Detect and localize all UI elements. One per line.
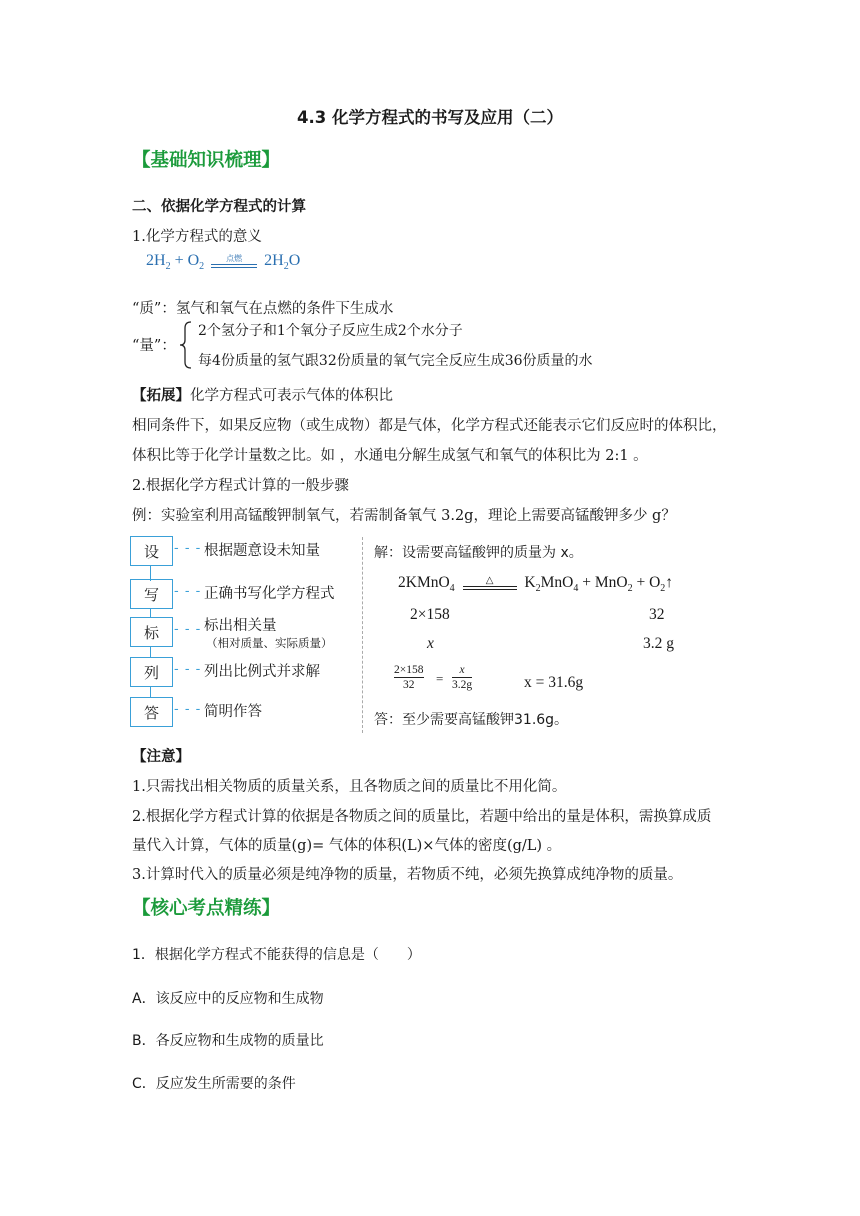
step-connector: - - - xyxy=(174,622,202,637)
step-box-write: 写 xyxy=(130,579,173,609)
step-box-list: 列 xyxy=(130,657,173,687)
extension-line-2: 体积比等于化学计量数之比。如 ，水通电分解生成氢气和氧气的体积比为 2:1 。 xyxy=(132,448,648,464)
brace-icon xyxy=(178,320,194,370)
subheading-calculation: 二、依据化学方程式的计算 xyxy=(132,199,306,215)
step-connector: - - - xyxy=(174,541,202,556)
potassium-permanganate-equation: 2KMnO$_4$ △ $K_2MnO_4 + MnO_2$ + $O_2↑$ xyxy=(398,574,674,595)
note-3: 3.计算时代入的质量必须是纯净物的质量，若物质不纯，必须先换算成纯净物的质量。 xyxy=(132,867,683,883)
note-1: 1.只需找出相关物质的质量关系，且各物质之间的质量比不用化简。 xyxy=(132,779,567,795)
quantity-line-1: 2个氢分子和1个氧分子反应生成2个水分子 xyxy=(198,323,463,339)
step-text-write: 正确书写化学方程式 xyxy=(204,586,335,602)
quantity-label: “量”： xyxy=(132,338,176,354)
option-c[interactable]: C．反应发生所需要的条件 xyxy=(132,1076,296,1092)
step-text-let: 根据题意设未知量 xyxy=(204,543,320,559)
step-connector: - - - xyxy=(174,662,202,677)
quantity-line-2: 每4份质量的氢气跟32份质量的氧气完全反应生成36份质量的水 xyxy=(198,353,593,369)
actual-mass-right: 3.2 g xyxy=(643,635,674,652)
step-text-mark: 标出相关量 xyxy=(204,618,277,634)
note-2-line-1: 2.根据化学方程式计算的依据是各物质之间的质量比，若题中给出的量是体积，需换算成质 xyxy=(132,809,712,825)
relative-mass-left: 2×158 xyxy=(410,606,450,623)
step-box-mark: 标 xyxy=(130,617,173,647)
step-text-list: 列出比例式并求解 xyxy=(204,664,320,680)
question-stem: 1．根据化学方程式不能获得的信息是（ ） xyxy=(132,947,421,963)
note-2-line-2: 量代入计算，气体的质量(g)= 气体的体积(L)×气体的密度(g/L) 。 xyxy=(132,838,562,854)
solution-answer: 答：至少需要高锰酸钾31.6g。 xyxy=(374,712,569,728)
option-a[interactable]: A．该反应中的反应物和生成物 xyxy=(132,991,324,1007)
solution-let: 解：设需要高锰酸钾的质量为 x。 xyxy=(374,545,583,561)
hydrogen-oxygen-equation: $2H_2 + O_2$ 点燃 $2H_2O$ xyxy=(146,252,301,273)
relative-mass-right: 32 xyxy=(649,606,665,623)
extension-heading: 【拓展】化学方程式可表示气体的体积比 xyxy=(132,387,393,404)
quality-line: “质”：氢气和氧气在点燃的条件下生成水 xyxy=(132,301,394,317)
extension-line-1: 相同条件下，如果反应物（或生成物）都是气体，化学方程式还能表示它们反应时的体积比， xyxy=(132,418,727,434)
point-meaning: 1.化学方程式的意义 xyxy=(132,229,262,245)
step-connector: - - - xyxy=(174,702,202,717)
ratio-fraction-left: 2×158 32 xyxy=(394,664,424,691)
ratio-fraction-right: x 3.2g xyxy=(452,664,473,691)
actual-mass-left: x xyxy=(427,635,434,652)
step-text-answer: 简明作答 xyxy=(204,704,262,720)
section-core-practice: 【核心考点精练】 xyxy=(132,898,281,919)
step-box-let: 设 xyxy=(130,536,173,566)
notes-label: 【注意】 xyxy=(132,749,190,765)
page-title: 4.3 化学方程式的书写及应用（二） xyxy=(297,108,563,127)
point-steps: 2.根据化学方程式计算的一般步骤 xyxy=(132,478,349,494)
heat-condition: △ xyxy=(463,577,517,590)
example-question: 例：实验室利用高锰酸钾制氧气，若需制备氧气 3.2g，理论上需要高锰酸钾多少 g？ xyxy=(132,508,676,524)
step-connector: - - - xyxy=(174,584,202,599)
section-basic-knowledge: 【基础知识梳理】 xyxy=(132,150,281,171)
divider-line xyxy=(362,537,363,733)
ratio-result: x = 31.6g xyxy=(524,674,584,691)
step-box-answer: 答 xyxy=(130,697,173,727)
step-note-mark: （相对质量、实际质量） xyxy=(206,636,333,650)
ratio-equals: = xyxy=(436,671,444,686)
reaction-condition: 点燃 xyxy=(211,255,257,268)
option-b[interactable]: B．各反应物和生成物的质量比 xyxy=(132,1033,324,1049)
